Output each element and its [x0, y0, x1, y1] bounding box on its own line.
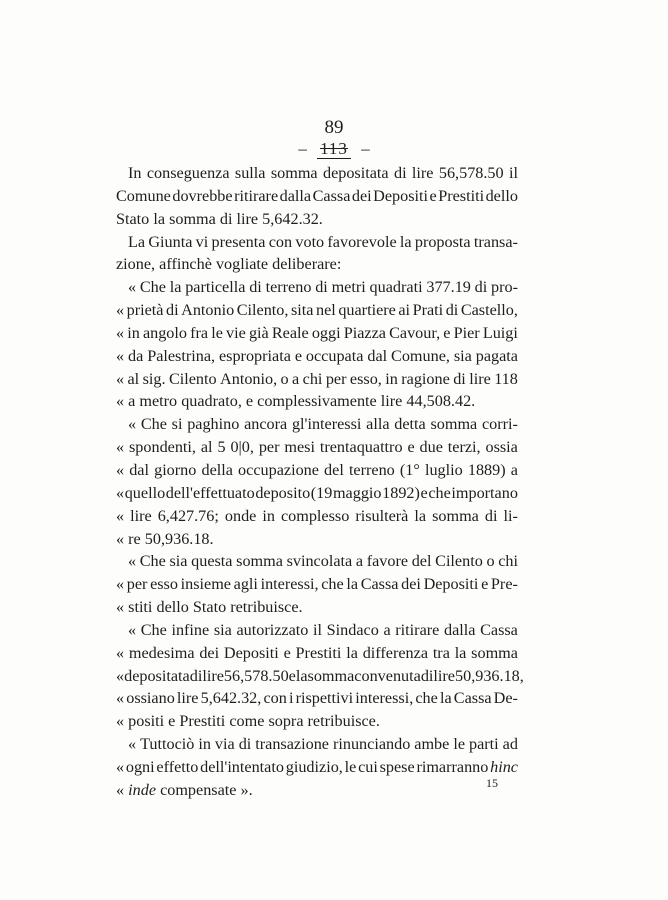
text-line: « inde compensate ».: [116, 780, 253, 799]
dash-right: –: [361, 139, 370, 158]
text-line: « al sig. Cilento Antonio, o a chi per esso, in ragione di lire 118: [116, 369, 518, 388]
text-line: « dal giorno della occupazione del terreno (1° luglio 1889) a: [116, 460, 518, 479]
text-line: In conseguenza sulla somma depositata di lire 56,578.50 il: [128, 164, 518, 182]
text-line: « Che si paghino ancora gl'interessi alla detta somma corri-: [128, 415, 518, 434]
text-line: « Tuttociò in via di transazione rinunciando ambe le parti ad: [128, 735, 518, 754]
body-text: [116, 162, 524, 802]
text-line: « medesima dei Depositi e Prestiti la differenza tra la somma: [116, 643, 518, 662]
text-line: « lire 6,427.76; onde in complesso risulterà la somma di li-: [116, 506, 518, 525]
text-line: « da Palestrina, espropriata e occupata dal Comune, sia pagata: [116, 346, 518, 365]
text-line: « re 50,936.18.: [116, 529, 214, 548]
text-line: « ossiano lire 5,642.32, con i rispettivi interessi, che la Cassa De-: [116, 689, 518, 708]
text-line: « quello dell'effettuato deposito (19 maggio 1892) e che importano: [116, 483, 518, 502]
text-line: « in angolo fra le vie già Reale oggi Piazza Cavour, e Pier Luigi: [116, 323, 518, 342]
text-line: Stato la somma di lire 5,642.32.: [116, 209, 323, 228]
text-line: « ogni effetto dell'intentato giudizio, le cui spese rimarranno hinc: [116, 757, 518, 776]
page-number: 89: [324, 117, 344, 138]
text-line: « spondenti, al 5 0|0, per mesi trentaquattro e due terzi, ossia: [116, 438, 518, 457]
text-line: Comune dovrebbe ritirare dalla Cassa dei Depositi e Prestiti dello: [116, 186, 518, 205]
text-line: « depositata di lire 56,578.50 e la somma convenuta di lire 50,936.18,: [116, 666, 524, 685]
struck-page-number: 113: [317, 139, 351, 159]
text-line: « positi e Prestiti come sopra retribuisce.: [116, 712, 380, 731]
text-line: zione, affinchè vogliate deliberare:: [116, 255, 342, 274]
text-line: « per esso insieme agli interessi, che la Cassa dei Depositi e Pre-: [116, 575, 518, 594]
original-page-number: [0, 140, 668, 158]
text-line: « Che la particella di terreno di metri quadrati 377.19 di pro-: [128, 278, 518, 297]
dash-left: –: [298, 139, 307, 158]
text-line: « stiti dello Stato retribuisce.: [116, 598, 303, 617]
text-line: « Che infine sia autorizzato il Sindaco a ritirare dalla Cassa: [128, 620, 518, 639]
text-line: « a metro quadrato, e complessivamente lire 44,508.42.: [116, 392, 476, 411]
signature-mark: 15: [486, 776, 498, 790]
text-line: La Giunta vi presenta con voto favorevole la proposta transa-: [128, 232, 518, 251]
text-line: « prietà di Antonio Cilento, sita nel quartiere ai Prati di Castello,: [116, 301, 518, 320]
text-line: « Che sia questa somma svincolata a favore del Cilento o chi: [128, 552, 518, 571]
